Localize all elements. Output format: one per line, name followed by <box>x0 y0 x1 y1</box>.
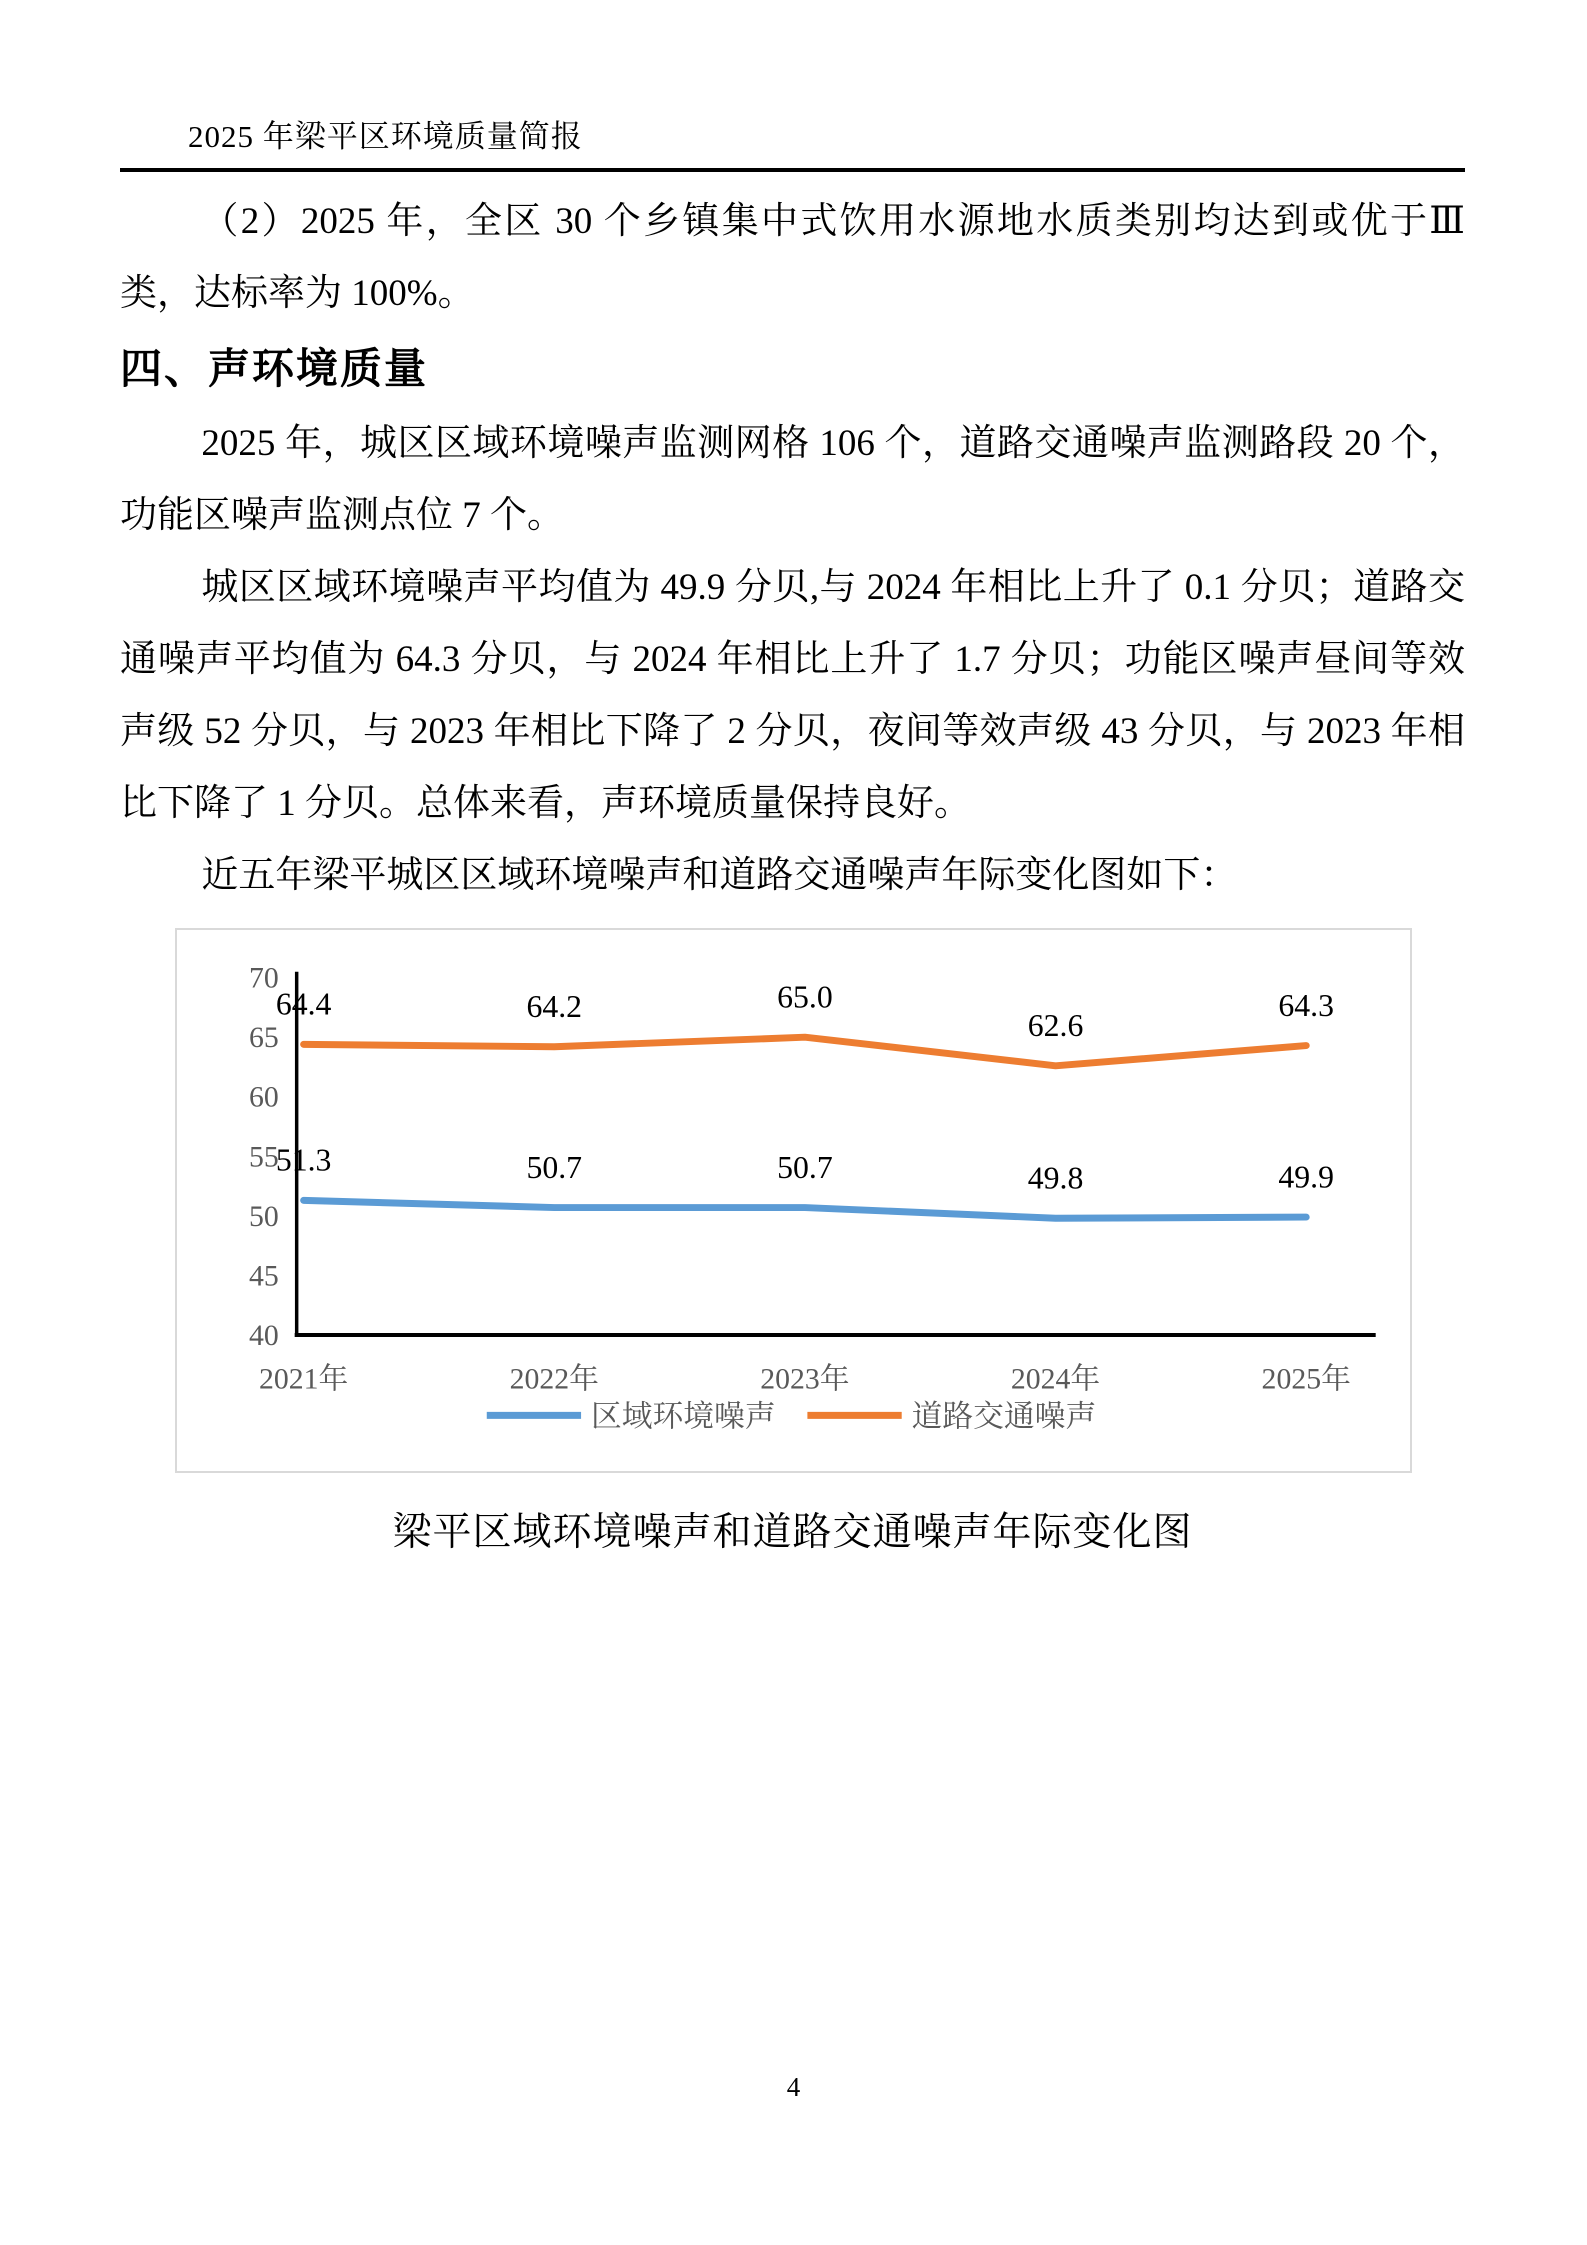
svg-text:道路交通噪声: 道路交通噪声 <box>911 1399 1097 1434</box>
svg-text:2023年: 2023年 <box>760 1362 850 1396</box>
svg-text:49.8: 49.8 <box>1027 1160 1084 1196</box>
svg-text:65.0: 65.0 <box>777 979 833 1015</box>
svg-text:64.4: 64.4 <box>275 986 332 1022</box>
svg-text:64.3: 64.3 <box>1278 987 1334 1023</box>
svg-text:51.3: 51.3 <box>275 1142 332 1178</box>
noise-trend-chart <box>175 928 1412 1473</box>
svg-text:65: 65 <box>249 1021 279 1055</box>
svg-text:2025年: 2025年 <box>1261 1362 1351 1396</box>
header-title: 2025 年梁平区环境质量简报 <box>188 119 583 154</box>
noise-trend-chart-svg <box>177 930 1410 1471</box>
svg-text:50: 50 <box>249 1199 279 1233</box>
document-content <box>120 108 1465 1561</box>
paragraph-chart-intro: 近五年梁平城区区域环境噪声和道路交通噪声年际变化图如下： <box>201 855 1238 896</box>
svg-text:50.7: 50.7 <box>777 1149 833 1185</box>
svg-text:40: 40 <box>249 1318 279 1352</box>
section-heading-noise: 四、声环境质量 <box>120 345 429 392</box>
page-number: 4 <box>786 2072 801 2102</box>
svg-text:2021年: 2021年 <box>258 1362 349 1396</box>
svg-text:55: 55 <box>249 1140 279 1174</box>
svg-text:70: 70 <box>249 961 279 995</box>
svg-text:49.9: 49.9 <box>1278 1159 1334 1195</box>
paragraph-noise-monitoring: 2025 年，城区区域环境噪声监测网格 106 个，道路交通噪声监测路段 20 个，功能区噪声监测点位 7 个。 <box>120 423 1465 536</box>
svg-text:45: 45 <box>249 1259 279 1293</box>
svg-text:60: 60 <box>249 1080 279 1114</box>
svg-text:62.6: 62.6 <box>1027 1008 1084 1044</box>
header-divider <box>120 168 1465 172</box>
paragraph-water-quality: （2）2025 年，全区 30 个乡镇集中式饮用水源地水质类别均达到或优于Ⅲ类，达标率为 100%。 <box>120 201 1465 314</box>
svg-text:区域环境噪声: 区域环境噪声 <box>590 1399 776 1434</box>
chart-caption: 梁平区域环境噪声和道路交通噪声年际变化图 <box>392 1511 1193 1554</box>
svg-text:2024年: 2024年 <box>1010 1362 1101 1396</box>
svg-text:2022年: 2022年 <box>509 1362 599 1396</box>
svg-text:64.2: 64.2 <box>526 988 583 1024</box>
paragraph-noise-values: 城区区域环境噪声平均值为 49.9 分贝,与 2024 年相比上升了 0.1 分贝；道路交通噪声平均值为 64.3 分贝，与 2024 年相比上升了 1.7 分贝；功能区噪声昼间等效声级 52 分贝，与 2023 年相比下降了 2 分贝，夜间等效声级 43 分贝，与 2023 年相比下降了 1 分贝。总体来看，声环境质量保持良好。 <box>120 567 1465 824</box>
svg-text:50.7: 50.7 <box>526 1149 583 1185</box>
